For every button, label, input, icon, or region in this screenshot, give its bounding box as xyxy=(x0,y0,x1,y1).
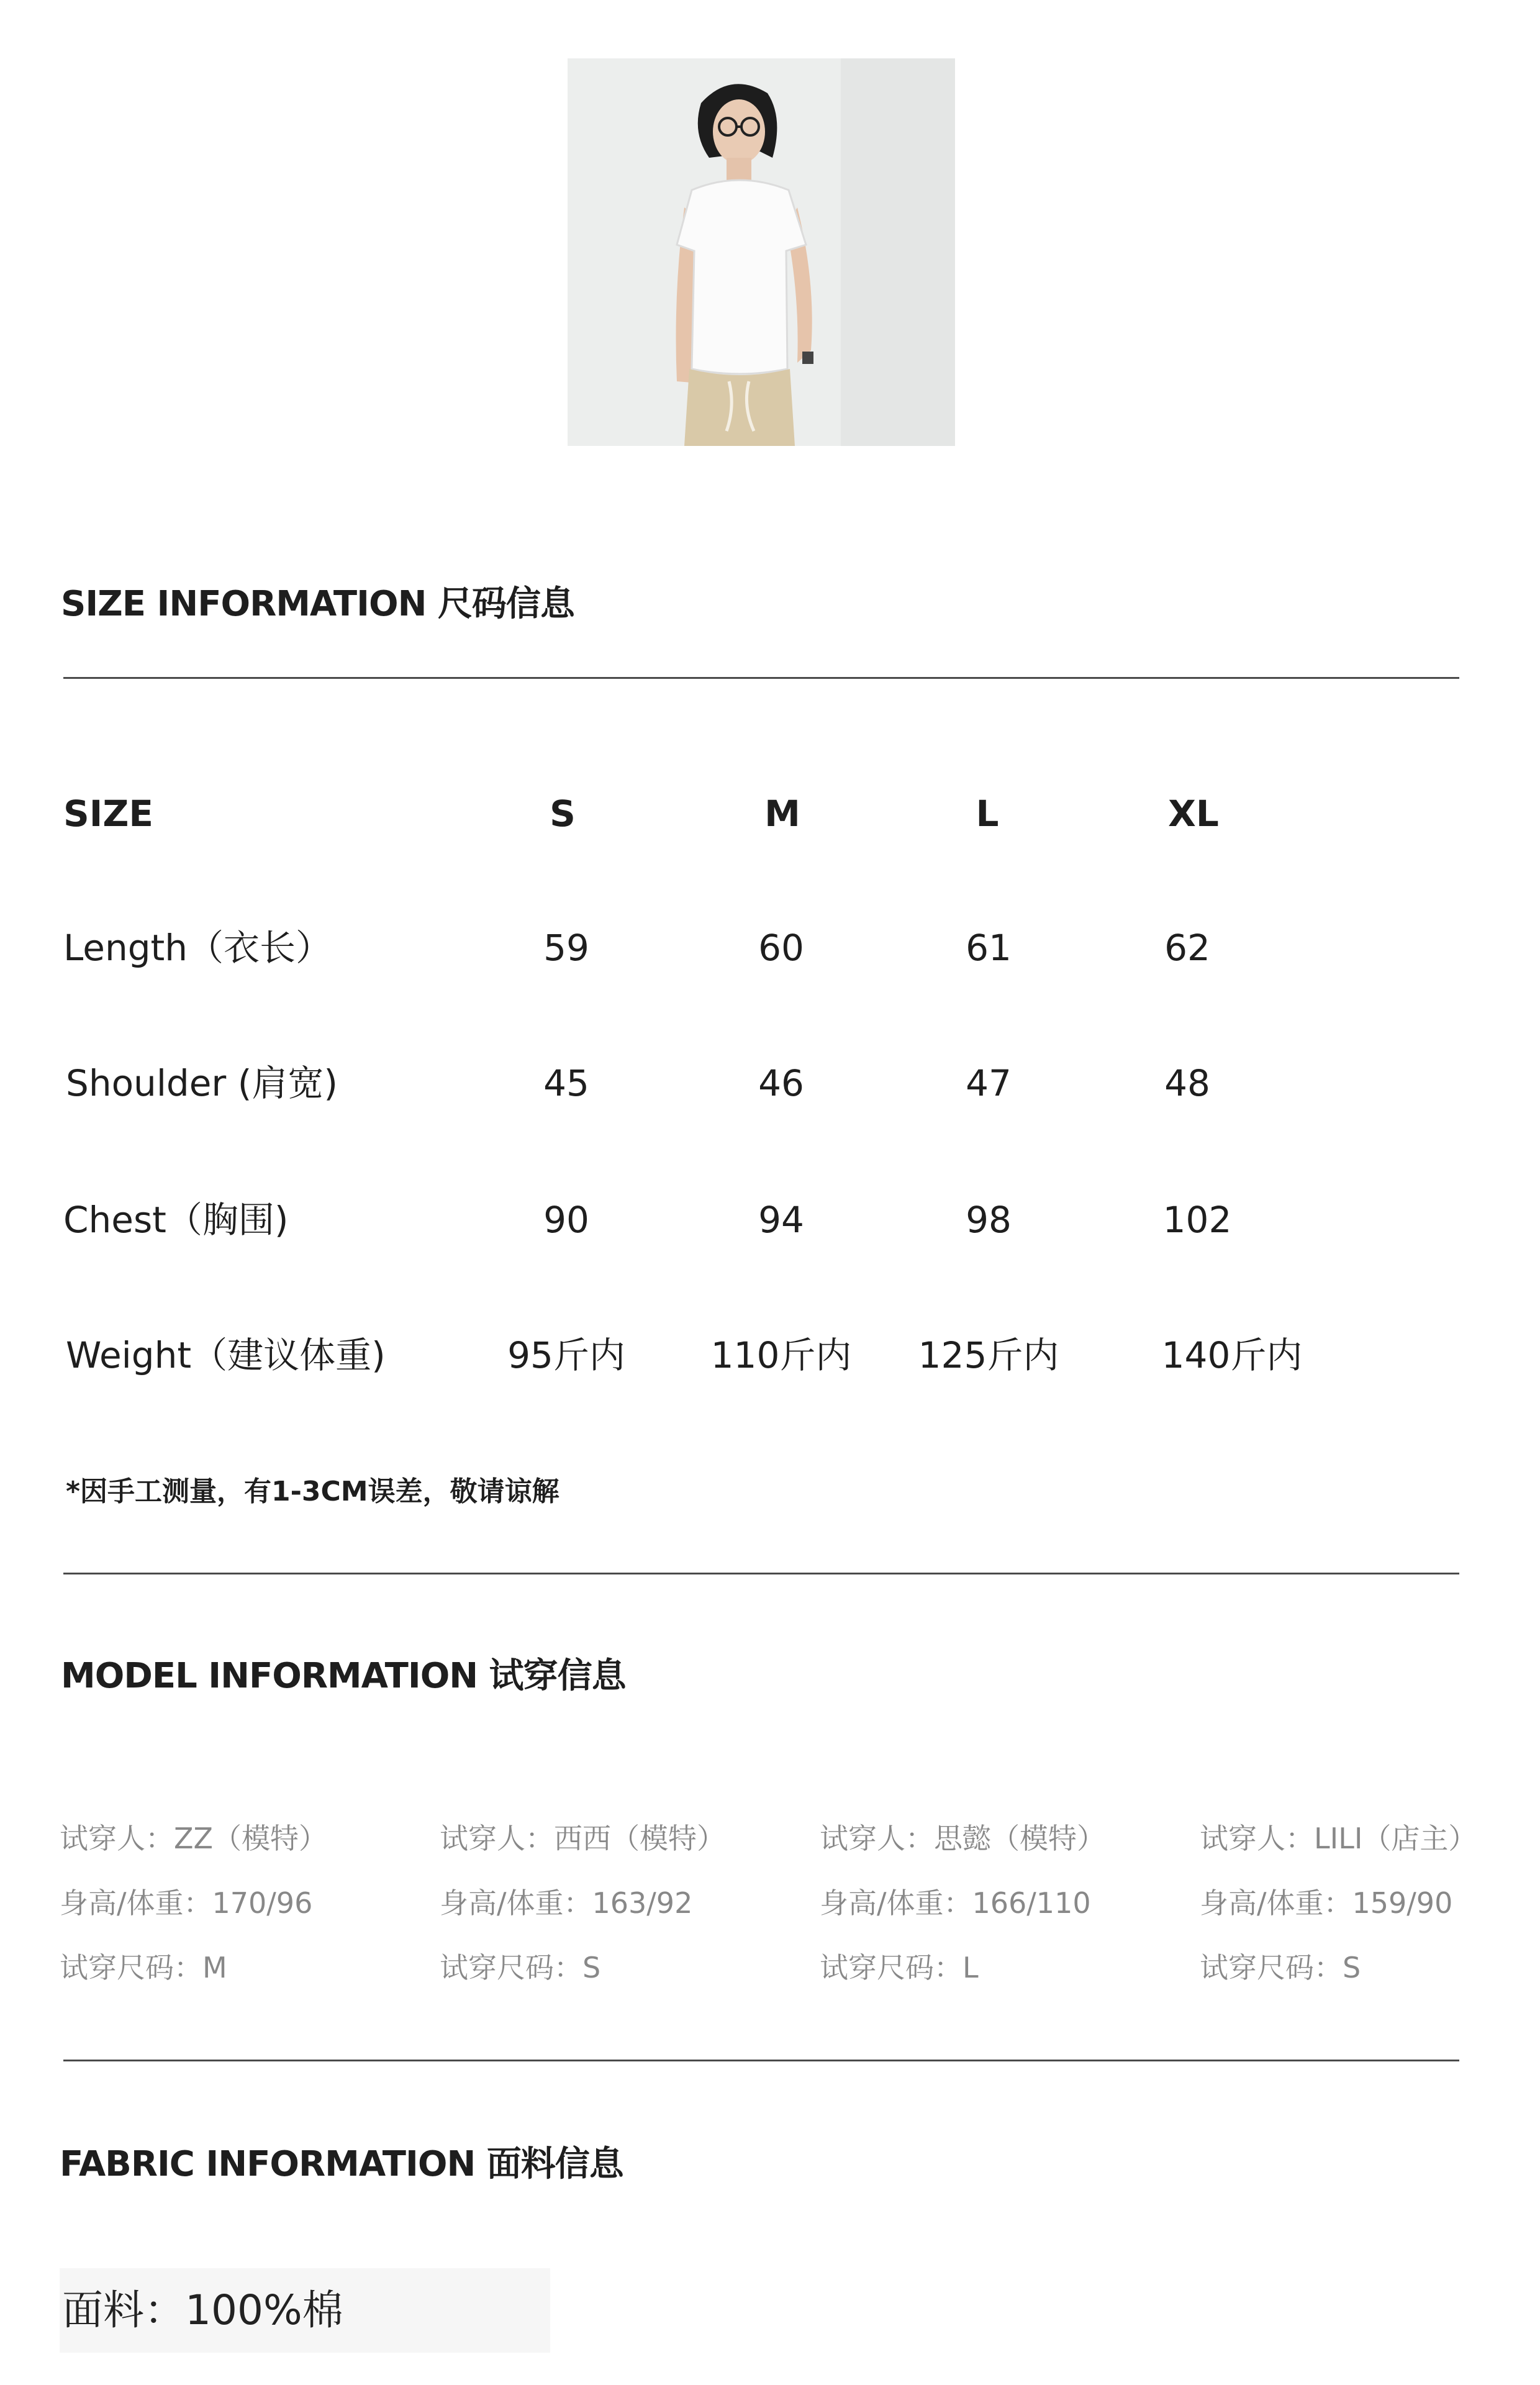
size-header-m: M xyxy=(764,793,800,835)
model-size: 试穿尺码：L xyxy=(820,1951,979,1984)
model-person: 试穿人：ZZ（模特） xyxy=(60,1822,328,1855)
size-table-header xyxy=(0,783,1540,845)
measurement-note: *因手工测量，有1-3CM误差，敬请谅解 xyxy=(66,1476,559,1507)
value-m: 94 xyxy=(758,1199,804,1241)
model-person: 试穿人：思懿（模特） xyxy=(820,1822,1105,1855)
size-row-chest xyxy=(0,1189,1540,1251)
fabric-information-title: FABRIC INFORMATION 面料信息 xyxy=(60,2144,623,2184)
value-xl: 62 xyxy=(1164,927,1210,969)
divider xyxy=(63,1573,1459,1574)
model-figure-illustration xyxy=(568,58,955,446)
divider xyxy=(63,677,1459,679)
value-s: 45 xyxy=(543,1062,589,1104)
fabric-info-box xyxy=(60,2268,550,2353)
model-card-1 xyxy=(60,1806,432,2000)
row-label: Weight（建议体重) xyxy=(66,1334,386,1376)
model-height-weight: 身高/体重：170/96 xyxy=(60,1886,313,1920)
value-xl: 140斤内 xyxy=(1161,1334,1303,1376)
value-m: 110斤内 xyxy=(710,1334,852,1376)
size-row-weight xyxy=(0,1324,1540,1386)
model-height-weight: 身高/体重：163/92 xyxy=(440,1886,693,1920)
model-person: 试穿人：西西（模特） xyxy=(440,1822,725,1855)
model-size: 试穿尺码：S xyxy=(440,1951,601,1984)
value-l: 61 xyxy=(966,927,1012,969)
fabric-composition: 面料：100%棉 xyxy=(62,2286,343,2334)
value-l: 125斤内 xyxy=(918,1334,1059,1376)
row-label: Chest（胸围) xyxy=(63,1199,289,1241)
size-header-s: S xyxy=(550,793,576,835)
model-card-4 xyxy=(1200,1806,1535,2000)
size-information-title: SIZE INFORMATION 尺码信息 xyxy=(61,584,574,624)
size-header-xl: XL xyxy=(1168,793,1219,835)
size-header-label: SIZE xyxy=(63,793,154,835)
value-xl: 48 xyxy=(1164,1062,1210,1104)
value-s: 95斤内 xyxy=(507,1334,625,1376)
row-label: Shoulder (肩宽) xyxy=(66,1062,338,1104)
size-row-length xyxy=(0,917,1540,979)
divider xyxy=(63,2060,1459,2061)
model-card-3 xyxy=(820,1806,1192,2000)
model-information-title: MODEL INFORMATION 试穿信息 xyxy=(61,1656,626,1696)
value-s: 90 xyxy=(543,1199,589,1241)
value-l: 98 xyxy=(966,1199,1012,1241)
value-m: 46 xyxy=(758,1062,804,1104)
model-height-weight: 身高/体重：166/110 xyxy=(820,1886,1091,1920)
size-row-shoulder xyxy=(0,1052,1540,1114)
model-person: 试穿人：LILI（店主） xyxy=(1200,1822,1477,1855)
value-l: 47 xyxy=(966,1062,1012,1104)
row-label: Length（衣长） xyxy=(63,927,332,969)
model-size: 试穿尺码：M xyxy=(60,1951,227,1984)
value-s: 59 xyxy=(543,927,589,969)
value-xl: 102 xyxy=(1162,1199,1232,1241)
model-card-2 xyxy=(440,1806,812,2000)
size-header-l: L xyxy=(976,793,999,835)
model-size: 试穿尺码：S xyxy=(1200,1951,1361,1984)
model-height-weight: 身高/体重：159/90 xyxy=(1200,1886,1453,1920)
value-m: 60 xyxy=(758,927,804,969)
product-photo xyxy=(568,58,955,446)
